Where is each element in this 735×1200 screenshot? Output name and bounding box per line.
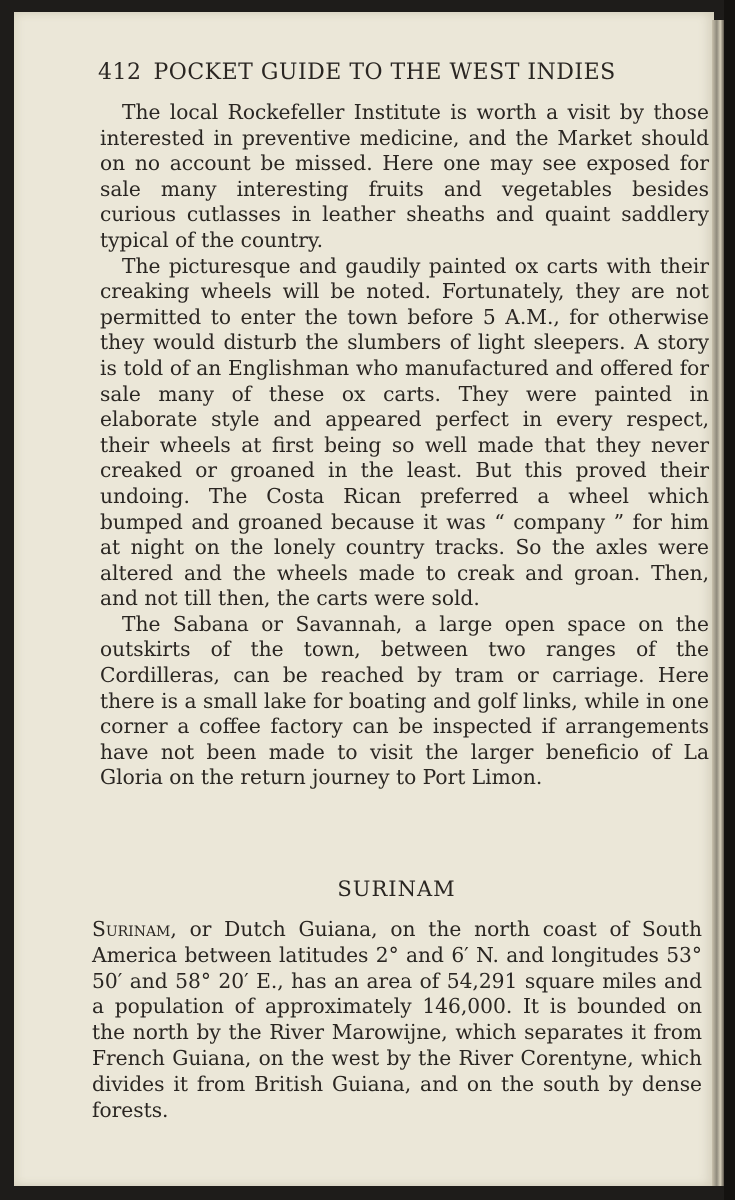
paragraph-ox-carts: The picturesque and gaudily painted ox carts with their creaking wheels will be noted. Fortunately, they are not permitted to enter the town before 5 A.M., for otherwise they would disturb the slumbers of light sleepers. A story is told of an Englishman who manufactured and offered for sale many of these ox carts. They were painted in elaborate style and appeared perfect in every respect, their wheels at first being so well made that they never creaked or groaned in the least. But this proved their undoing. The Costa Rican preferred a wheel which bumped and groaned because it was “ company ” for him at night on the lonely country tracks. So the axles were altered and the wheels made to creak and groan. Then, and not till then, the carts were sold.: [100, 253, 709, 611]
section-text: or Dutch Guiana, on the north coast of South America between latitudes 2° and 6′ N. and longitudes 53° 50′ and 58° 20′ E., has an area of 54,291 square miles and a population of approximately 146,000. It is bounded on the north by the River Marowijne, which separates it from French Guiana, on the west by the River Corentyne, which divides it from British Guiana, and on the south by dense forests.: [92, 917, 702, 1122]
section-title: SURINAM: [337, 877, 456, 901]
page-edge: [712, 20, 724, 1186]
body-text: [100, 100, 709, 791]
scan-border: [724, 0, 735, 1200]
paragraph-sabana: The Sabana or Savannah, a large open space on the outskirts of the town, between two ranges of the Cordilleras, can be reached by tram or carriage. Here there is a small lake for boating and golf links, while in one corner a coffee factory can be inspected if arrangements have not been made to visit the larger beneficio of La Gloria on the return journey to Port Limon.: [100, 611, 709, 790]
page-number: 412: [98, 60, 142, 85]
section-paragraph: [92, 917, 702, 1123]
running-title: POCKET GUIDE TO THE WEST INDIES: [153, 60, 616, 85]
running-header: [98, 60, 688, 85]
section-lead-word: Surinam,: [92, 917, 177, 941]
paragraph-rockefeller: The local Rockefeller Institute is worth a visit by those interested in preventive medicine, and the Market should on no account be missed. Here one may see exposed for sale many interesting fruits and vegetables besides curious cutlasses in leather sheaths and quaint saddlery typical of the country.: [100, 100, 709, 252]
